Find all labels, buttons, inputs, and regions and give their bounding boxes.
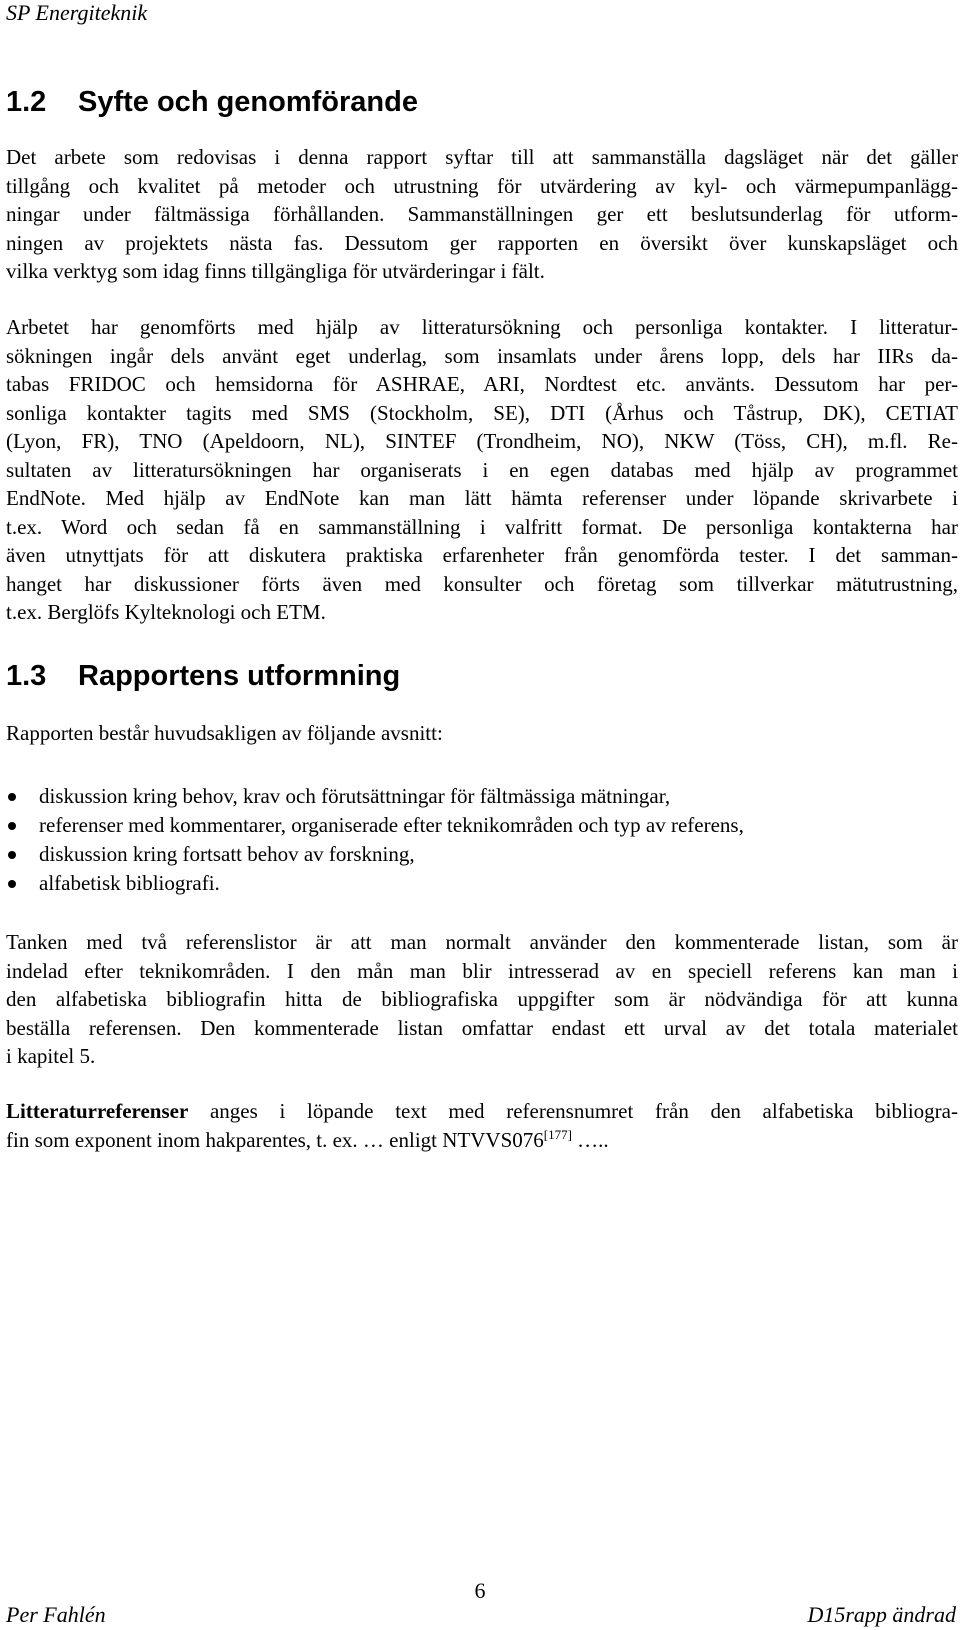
text-line: Tanken med två referenslistor är att man normalt använder den kommenterade listan, som är bbox=[6, 930, 958, 954]
bold-term: Litteraturreferenser bbox=[6, 1099, 189, 1123]
section-title: Rapportens utformning bbox=[78, 660, 401, 692]
bullet-icon bbox=[8, 793, 16, 801]
list-item: referenser med kommentarer, organiserade efter teknikområden och typ av referens, bbox=[6, 811, 958, 840]
section-heading-1-3 bbox=[6, 660, 400, 693]
text-line: den alfabetiska bibliografin hitta de bibliografiska uppgifter som är nödvändiga för att kunna bbox=[6, 987, 958, 1011]
section-heading-1-2 bbox=[6, 86, 418, 119]
list-item: alfabetisk bibliografi. bbox=[6, 869, 958, 898]
footer-author: Per Fahlén bbox=[6, 1602, 106, 1627]
footer-document-name: D15rapp ändrad bbox=[807, 1602, 956, 1627]
paragraph-method bbox=[6, 313, 958, 627]
text-line: Rapporten består huvudsakligen av följande avsnitt: bbox=[6, 721, 443, 745]
text-line: vilka verktyg som idag finns tillgängliga för utvärderingar i fält. bbox=[6, 259, 545, 283]
text-line: EndNote. Med hjälp av EndNote kan man lätt hämta referenser under löpande skrivarbete i bbox=[6, 486, 958, 510]
section-number: 1.3 bbox=[6, 660, 47, 692]
page-number: 6 bbox=[474, 1578, 486, 1603]
paragraph-intro bbox=[6, 719, 958, 748]
bullet-icon bbox=[8, 822, 16, 830]
text-line: t.ex. Word och sedan få en sammanställning i valfritt format. De personliga kontakterna har bbox=[6, 514, 958, 539]
bullet-icon bbox=[8, 880, 16, 888]
text-line: beställa referensen. Den kommenterade listan omfattar endast ett urval av det totala materialet bbox=[6, 1015, 958, 1040]
text-line: (Lyon, FR), TNO (Apeldoorn, NL), SINTEF (Trondheim, NO), NKW (Töss, CH), m.fl. Re- bbox=[6, 429, 958, 453]
text-line: Arbetet har genomförts med hjälp av litteratursökning och personliga kontakter. I litteratur- bbox=[6, 315, 958, 339]
text-line: i kapitel 5. bbox=[6, 1044, 96, 1068]
text-line: hanget har diskussioner förts även med konsulter och företag som tillverkar mätutrustning, bbox=[6, 571, 958, 596]
text-line: ningar under fältmässiga förhållanden. Sammanställningen ger ett beslutsunderlag för utform- bbox=[6, 202, 958, 226]
paragraph-citation-style bbox=[6, 1097, 958, 1154]
text-line: ningen av projektets nästa fas. Dessutom ger rapporten en översikt över kunskapsläget och bbox=[6, 230, 958, 255]
text-line: Det arbete som redovisas i denna rapport syftar till att sammanställa dagsläget när det gäller bbox=[6, 145, 958, 169]
text-line: Litteraturreferenser anges i löpande text med referensnumret från den alfabetiska bibliogra- bbox=[6, 1099, 958, 1123]
text-line: sökningen ingår dels använt eget underlag, som insamlats under årens lopp, dels har IIRs da- bbox=[6, 343, 958, 368]
section-number: 1.2 bbox=[6, 86, 47, 118]
section-title: Syfte och genomförande bbox=[78, 86, 418, 118]
text-line: även utnyttjats för att diskutera praktiska erfarenheter från genomförda tester. I det samman- bbox=[6, 543, 958, 567]
paragraph-reference-lists bbox=[6, 928, 958, 1071]
text-line: sultaten av litteratursökningen har organiserats i en egen databas med hjälp av programmet bbox=[6, 457, 958, 482]
running-header: SP Energiteknik bbox=[6, 0, 148, 25]
text-line: sonliga kontakter tagits med SMS (Stockholm, SE), DTI (Århus och Tåstrup, DK), CETIAT bbox=[6, 400, 958, 425]
list-item: diskussion kring behov, krav och förutsättningar för fältmässiga mätningar, bbox=[6, 782, 958, 811]
text-line: fin som exponent inom hakparentes, t. ex. … enligt NTVVS076[177] ….. bbox=[6, 1126, 609, 1152]
citation-superscript: [177] bbox=[543, 1126, 572, 1142]
text-line: tabas FRIDOC och hemsidorna för ASHRAE, ARI, Nordtest etc. använts. Dessutom har per- bbox=[6, 372, 958, 396]
list-item: diskussion kring fortsatt behov av forskning, bbox=[6, 840, 958, 869]
text-line: tillgång och kvalitet på metoder och utrustning för utvärdering av kyl- och värmepumpanlägg- bbox=[6, 173, 958, 198]
bullet-icon bbox=[8, 851, 16, 859]
text-line: t.ex. Berglöfs Kylteknologi och ETM. bbox=[6, 600, 326, 624]
paragraph-purpose bbox=[6, 143, 958, 286]
text-line: indelad efter teknikområden. I den mån man blir intresserad av en speciell referens kan man i bbox=[6, 958, 958, 983]
bullet-list bbox=[6, 782, 958, 898]
